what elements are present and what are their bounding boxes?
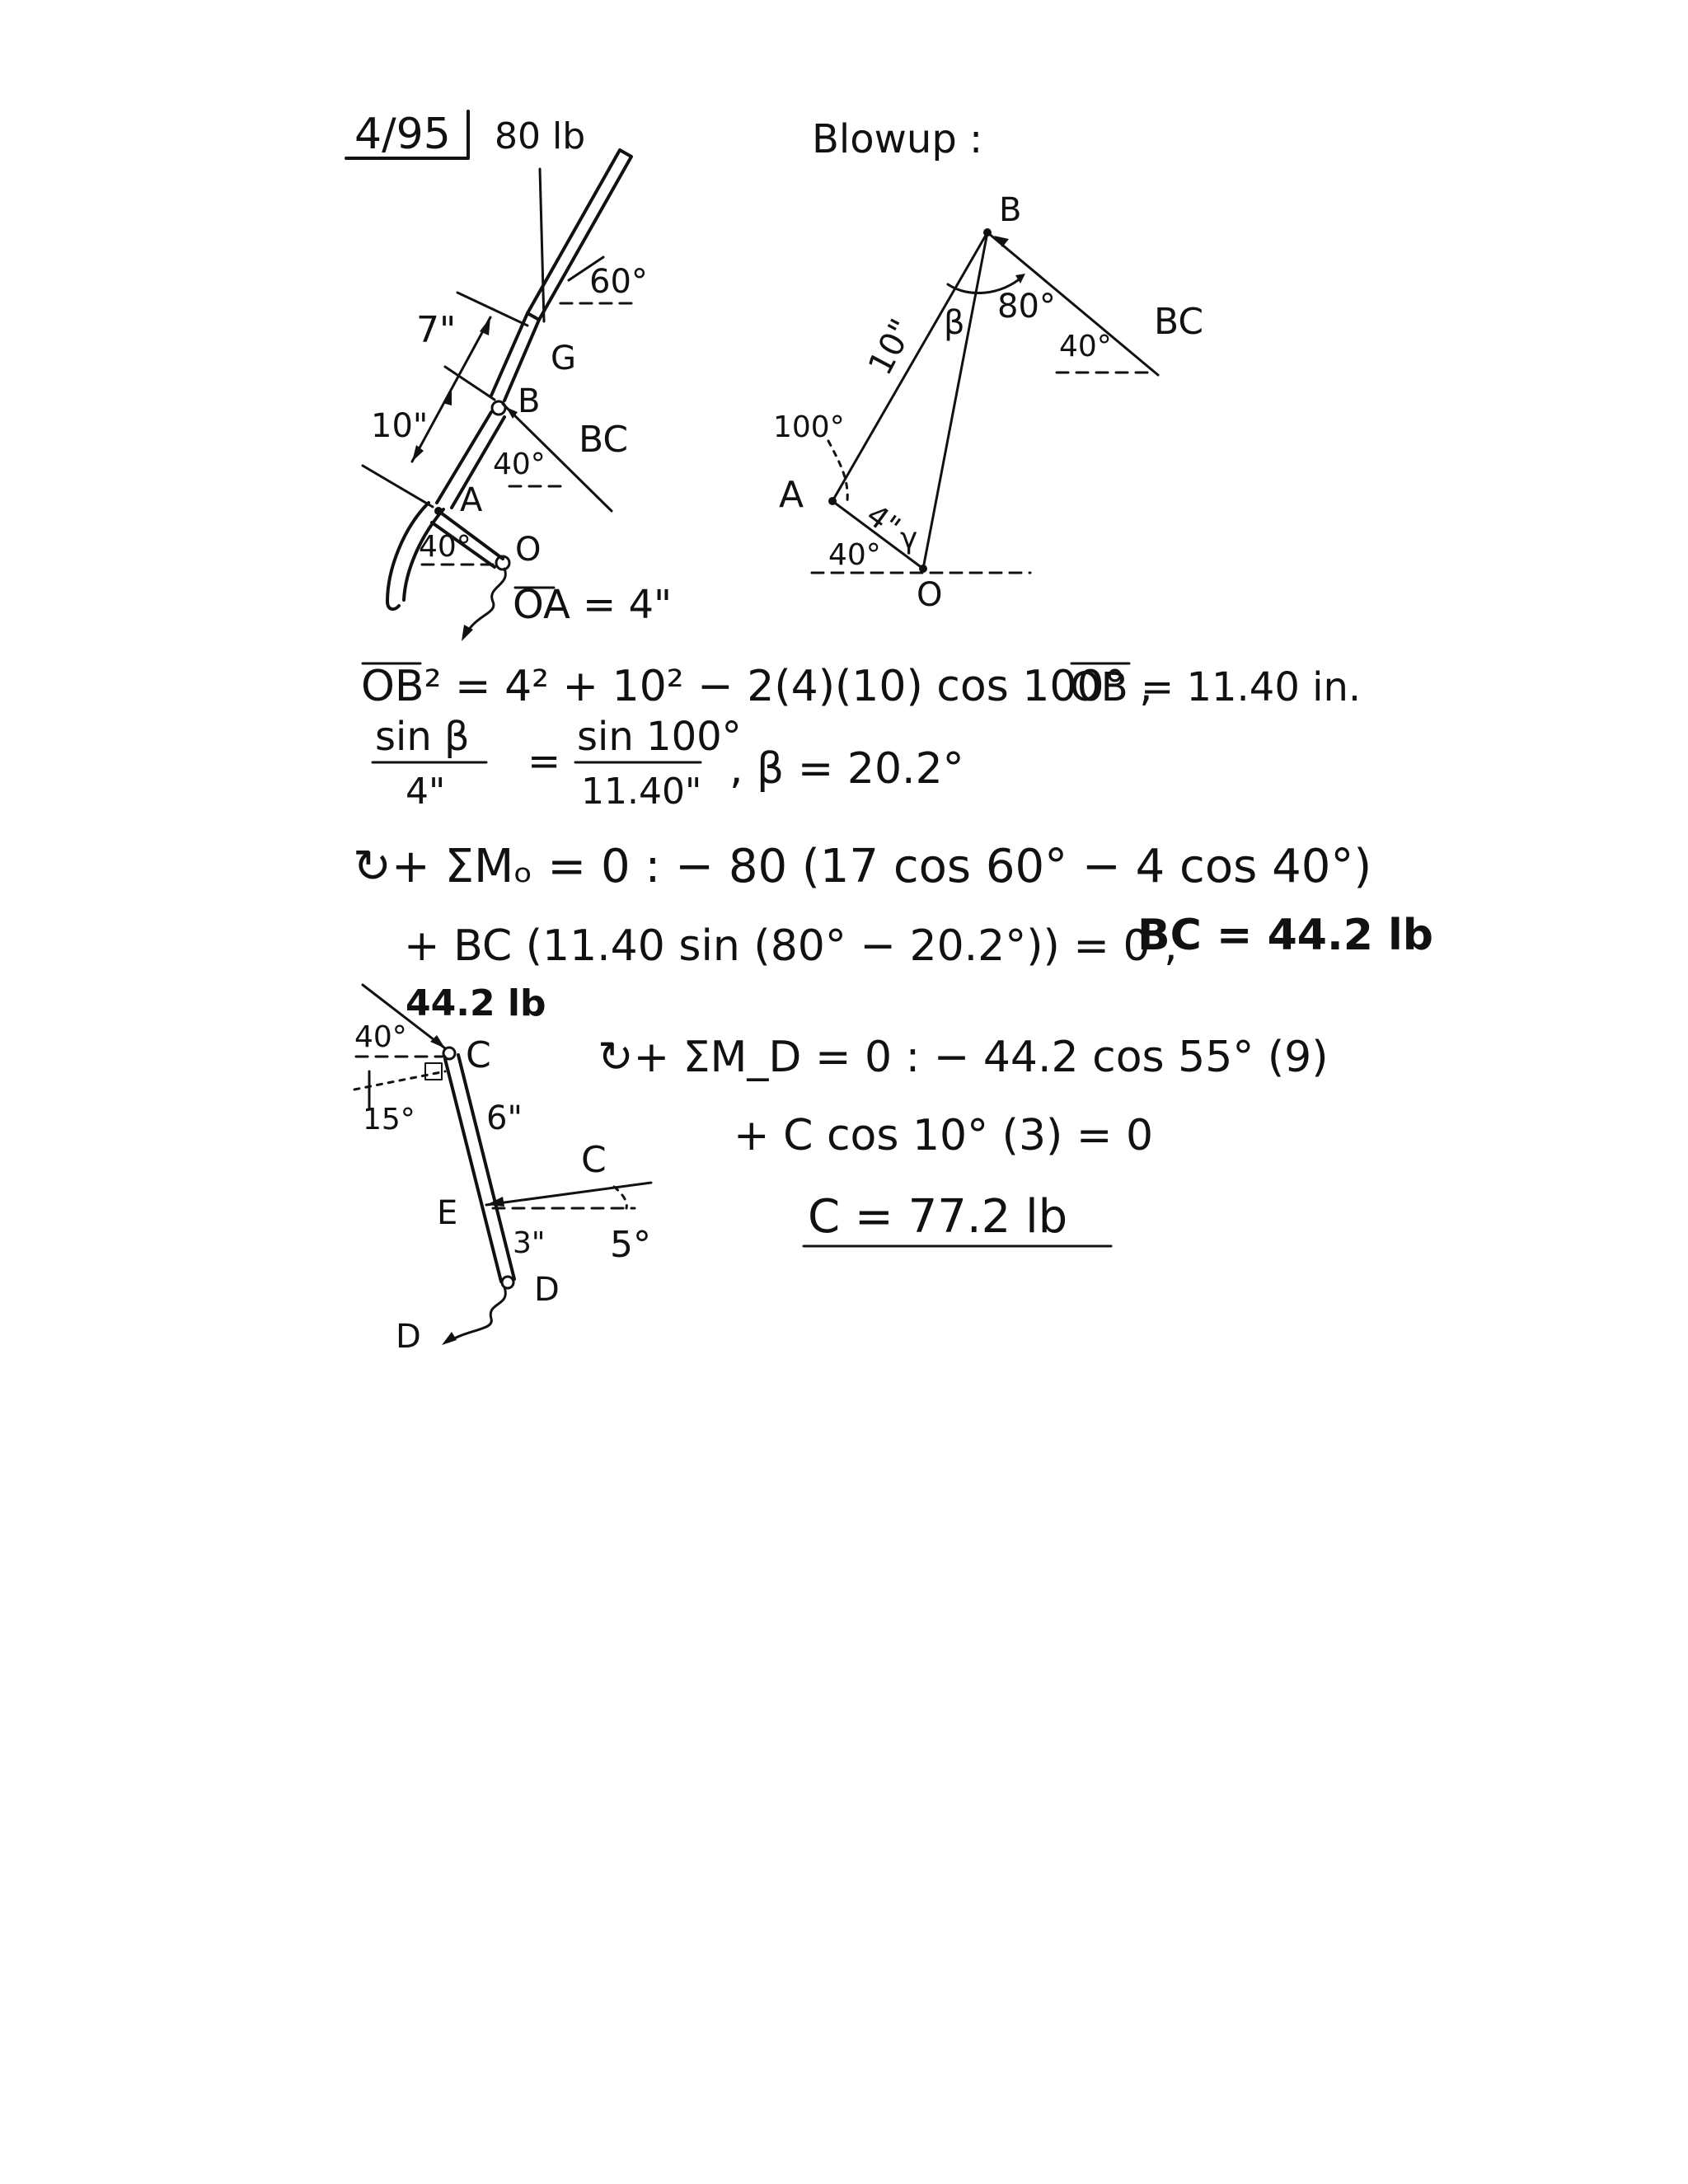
label-o: O: [515, 531, 542, 569]
angle-40-b-label: 40°: [493, 448, 546, 481]
blowup-label-a: A: [779, 474, 804, 516]
load-arrow-line: [540, 169, 544, 321]
blowup-label-bc: BC: [1154, 301, 1204, 343]
eq-moment1-line1: ↻+ ΣMₒ = 0 : − 80 (17 cos 60° − 4 cos 40°): [353, 840, 1372, 893]
angle-40-c: 40°: [354, 1020, 407, 1054]
dim-10-label: 10": [371, 407, 429, 445]
force-c-line: [486, 1183, 651, 1205]
dim-3-label: 3": [513, 1226, 546, 1260]
label-b: B: [518, 382, 541, 420]
pin-a: [434, 507, 443, 515]
label-a: A: [460, 481, 483, 519]
angle-5-label: 5°: [610, 1224, 651, 1266]
blowup-gamma: γ: [900, 522, 918, 555]
blowup-angle-40-right: 40°: [1059, 330, 1112, 363]
eq-moment1-line2: + BC (11.40 sin (80° − 20.2°)) = 0 ,: [404, 921, 1178, 971]
eq-sine-equals: =: [528, 738, 561, 785]
eq-ob-result: OB = 11.40 in.: [1070, 664, 1362, 710]
blowup-beta: β: [944, 304, 965, 342]
force-44-label: 44.2 lb: [406, 982, 546, 1024]
eq-law-of-cosines: OB² = 4² + 10² − 2(4)(10) cos 100° ,: [361, 662, 1153, 711]
blowup-bc-arrow: [994, 236, 1009, 247]
right-angle-mark: [425, 1063, 442, 1080]
dim-ext-b: [445, 367, 495, 400]
eq-c-result: C = 77.2 lb: [808, 1190, 1068, 1244]
problem-number-group: [346, 110, 468, 159]
o-reaction-line: [467, 569, 505, 633]
angle5-arc: [614, 1187, 626, 1208]
lever-diagram: [363, 115, 672, 641]
blowup-side-ab: [832, 232, 987, 501]
blowup-side-ob: [923, 232, 987, 569]
d-reaction-line: [448, 1287, 505, 1342]
eq-sine-lhs-num: sin β: [375, 714, 470, 760]
force-c-label: C: [581, 1139, 607, 1181]
dim-7-label: 7": [416, 309, 457, 351]
blowup-label-o: O: [917, 576, 943, 614]
blowup-diagram: [773, 116, 1203, 614]
dim-6-label: 6": [486, 1099, 523, 1137]
eq-bc-result: BC = 44.2 lb: [1137, 911, 1434, 960]
angle-60-label: 60°: [589, 263, 648, 301]
label-g: G: [551, 340, 576, 377]
equations-block-2: [598, 1033, 1329, 1246]
pin-c: [443, 1047, 455, 1059]
d-reaction-arrow: [442, 1332, 457, 1345]
eq-beta-result: , β = 20.2°: [729, 744, 964, 794]
angle-40-o-label: 40°: [419, 530, 471, 564]
member-edge-right: [458, 1055, 514, 1279]
eq-sine-lhs-den: 4": [406, 771, 446, 813]
member-edge-left: [445, 1059, 501, 1282]
label-c: C: [466, 1034, 491, 1076]
eq-sine-rhs-den: 11.40": [581, 771, 702, 813]
blowup-title: Blowup :: [812, 116, 983, 162]
blowup-side-4: 4": [860, 498, 907, 545]
blowup-side-10: 10": [861, 312, 922, 382]
problem-number: 4/95: [354, 110, 451, 159]
eq-sine-rhs-num: sin 100°: [577, 714, 742, 760]
label-d-force: D: [396, 1318, 421, 1356]
dim-ext-g: [457, 293, 528, 326]
dim-arrow-mid: [443, 387, 452, 405]
blowup-angle-100: 100°: [773, 410, 845, 444]
dim-arrow-bottom: [412, 445, 424, 462]
label-e: E: [437, 1194, 458, 1232]
label-bc: BC: [579, 419, 629, 461]
eq-moment2-line2: + C cos 10° (3) = 0: [734, 1111, 1154, 1160]
angle-15-label: 15°: [363, 1103, 415, 1137]
blowup-angle-40-o: 40°: [828, 538, 881, 572]
eq-moment2-line1: ↻+ ΣM_D = 0 : − 44.2 cos 55° (9): [598, 1033, 1329, 1082]
oa-length-label: OA = 4": [513, 582, 673, 628]
equations-block-1: [353, 662, 1433, 971]
load-label: 80 lb: [495, 115, 586, 157]
label-d-end: D: [534, 1271, 560, 1309]
blowup-label-b: B: [999, 191, 1022, 229]
dim-ext-a: [363, 466, 433, 507]
blowup-angle-80: 80°: [997, 288, 1056, 326]
